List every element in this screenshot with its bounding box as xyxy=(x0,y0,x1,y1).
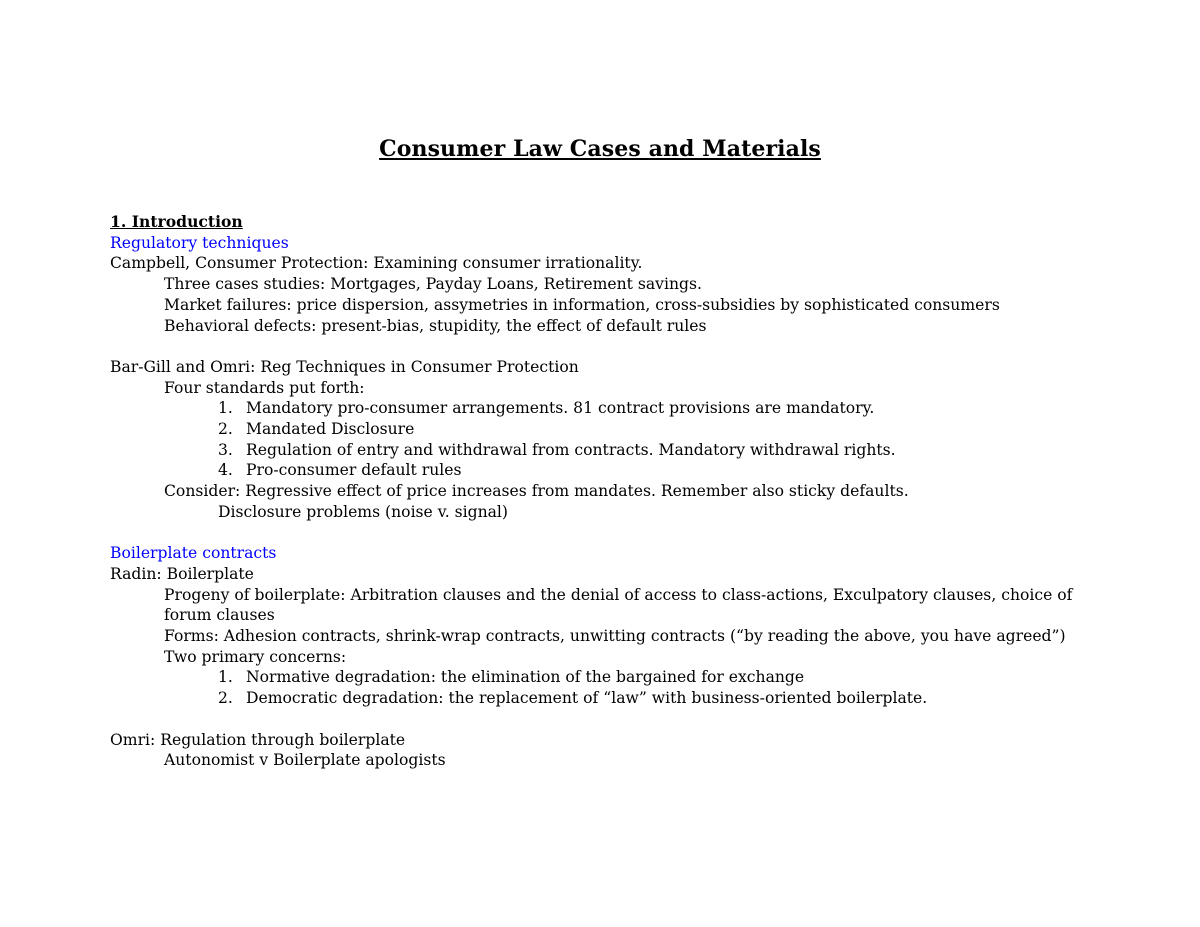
list-number: 2. xyxy=(218,420,233,439)
bargill-citation: Bar-Gill and Omri: Reg Techniques in Consumer Protection xyxy=(110,357,579,376)
radin-progeny: Progeny of boilerplate: Arbitration clauses and the denial of access to class-actions, Exculpatory clauses, choice of forum clauses xyxy=(164,585,1073,625)
list-item xyxy=(110,688,1085,709)
list-item xyxy=(110,667,1085,688)
subheading-regulatory-techniques: Regulatory techniques xyxy=(110,233,289,252)
list-text: Pro-consumer default rules xyxy=(246,461,462,480)
list-item xyxy=(110,460,1085,481)
campbell-note: Market failures: price dispersion, assymetries in information, cross-subsidies by sophisticated consumers xyxy=(164,295,1000,314)
radin-citation: Radin: Boilerplate xyxy=(110,564,254,583)
list-item xyxy=(110,419,1085,440)
list-text: Mandatory pro-consumer arrangements. 81 contract provisions are mandatory. xyxy=(246,399,875,418)
list-number: 2. xyxy=(218,689,233,708)
list-number: 3. xyxy=(218,440,233,459)
spacer xyxy=(110,523,1085,544)
list-text: Democratic degradation: the replacement of “law” with business-oriented boilerplate. xyxy=(246,689,928,708)
bargill-disclosure: Disclosure problems (noise v. signal) xyxy=(218,502,508,521)
spacer xyxy=(110,709,1085,730)
spacer xyxy=(110,336,1085,357)
campbell-note: Three cases studies: Mortgages, Payday Loans, Retirement savings. xyxy=(164,275,702,294)
radin-forms: Forms: Adhesion contracts, shrink-wrap contracts, unwitting contracts (“by reading the above, you have agreed”) xyxy=(164,627,1066,646)
radin-concerns: Two primary concerns: xyxy=(164,647,347,666)
campbell-note: Behavioral defects: present-bias, stupidity, the effect of default rules xyxy=(164,316,707,335)
list-number: 1. xyxy=(218,399,233,418)
bargill-intro: Four standards put forth: xyxy=(164,378,365,397)
list-number: 4. xyxy=(218,461,233,480)
bargill-consider: Consider: Regressive effect of price increases from mandates. Remember also sticky defaults. xyxy=(164,482,909,501)
section-heading-introduction: 1. Introduction xyxy=(110,212,243,231)
omri-citation: Omri: Regulation through boilerplate xyxy=(110,730,406,749)
list-number: 1. xyxy=(218,668,233,687)
document-body xyxy=(110,212,1085,771)
subheading-boilerplate-contracts: Boilerplate contracts xyxy=(110,544,277,563)
page-title: Consumer Law Cases and Materials xyxy=(379,136,821,162)
list-item xyxy=(110,440,1085,461)
list-text: Normative degradation: the elimination of the bargained for exchange xyxy=(246,668,805,687)
list-text: Mandated Disclosure xyxy=(246,420,415,439)
omri-note: Autonomist v Boilerplate apologists xyxy=(164,751,446,770)
list-text: Regulation of entry and withdrawal from contracts. Mandatory withdrawal rights. xyxy=(246,440,896,459)
campbell-citation: Campbell, Consumer Protection: Examining consumer irrationality. xyxy=(110,254,643,273)
list-item xyxy=(110,398,1085,419)
